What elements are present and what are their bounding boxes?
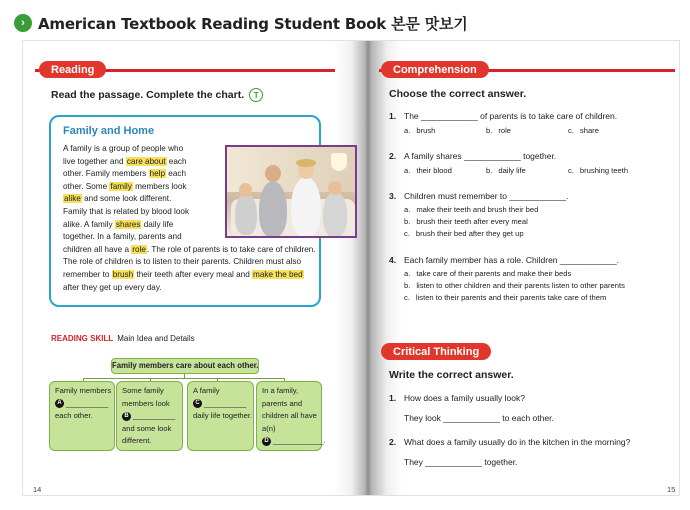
detail-line	[262, 410, 317, 421]
option-letter: c.	[404, 229, 410, 238]
passage-text: each	[166, 156, 187, 166]
option-letter: b.	[486, 126, 493, 135]
detail-text: Some family	[122, 386, 164, 395]
critical-answer-line: They look ____________ to each other.	[404, 413, 554, 423]
highlighted-word: role	[132, 244, 146, 254]
answer-option	[404, 126, 435, 135]
option-text: brush their teeth after every meal	[416, 217, 528, 226]
answer-option	[404, 229, 524, 238]
chevron-right-icon: ›	[14, 14, 32, 32]
passage-text: after they get up every day.	[63, 282, 162, 292]
answer-option	[404, 281, 625, 290]
reading-section-label: Reading	[39, 61, 106, 78]
detail-box	[187, 381, 254, 451]
detail-line	[122, 435, 151, 446]
highlighted-word: family	[110, 181, 132, 191]
option-letter: a.	[404, 269, 411, 278]
book-spine	[334, 41, 402, 495]
page-number-left: 14	[33, 485, 42, 494]
highlighted-word: help	[149, 169, 166, 179]
detail-line	[262, 385, 298, 396]
detail-line	[55, 398, 108, 409]
option-text: brush their bed after they get up	[415, 229, 524, 238]
highlighted-word: shares	[115, 219, 141, 229]
detail-text: each other.	[55, 411, 93, 420]
passage-line	[63, 156, 187, 168]
critical-question-text: What does a family usually do in the kitchen in the morning?	[404, 437, 631, 447]
blank-marker-icon: C	[193, 399, 202, 408]
option-text: daily life	[498, 166, 526, 175]
question-text: Children must remember to ____________.	[404, 191, 569, 201]
option-text: their blood	[416, 166, 452, 175]
question-number: 1.	[389, 111, 397, 121]
option-text: make their teeth and brush their bed	[416, 205, 539, 214]
comprehension-instruction: Choose the correct answer.	[389, 88, 527, 100]
detail-line	[122, 410, 175, 421]
option-letter: b.	[404, 217, 411, 226]
detail-line	[122, 385, 164, 396]
detail-line	[262, 423, 276, 434]
passage-line	[63, 219, 173, 231]
detail-text: different.	[122, 436, 152, 445]
passage-text: Family that is related by blood look	[63, 207, 190, 216]
option-text: share	[579, 126, 599, 135]
comprehension-section-label: Comprehension	[381, 61, 489, 78]
passage-line	[63, 143, 183, 155]
t-badge-icon: T	[249, 88, 263, 102]
passage-text: A family is a group of people who	[63, 144, 184, 153]
answer-option	[404, 293, 606, 302]
passage-line	[63, 244, 316, 256]
passage-line	[63, 168, 186, 180]
detail-text: __________	[133, 411, 176, 420]
passage-line	[63, 269, 304, 281]
detail-text: daily life together.	[193, 411, 253, 420]
passage-text: live together and	[63, 156, 126, 166]
detail-text: members look	[122, 398, 170, 408]
detail-text: ____________.	[273, 436, 326, 445]
passage-text: children all have a	[63, 244, 132, 254]
passage-text: daily life	[141, 219, 174, 229]
option-letter: c.	[404, 293, 410, 302]
detail-line	[193, 410, 252, 421]
option-text: brush	[416, 126, 436, 135]
detail-line	[262, 398, 302, 409]
detail-text: parents and	[262, 398, 303, 408]
passage-text: other. Some	[63, 181, 110, 191]
passage-text: each	[166, 169, 187, 179]
answer-option	[486, 126, 511, 135]
page-header	[14, 12, 468, 34]
critical-question-text: How does a family usually look?	[404, 393, 525, 403]
answer-option	[568, 166, 628, 175]
page-number-right: 15	[667, 485, 676, 494]
detail-box	[49, 381, 115, 451]
reading-instruction: Read the passage. Complete the chart. T	[51, 88, 263, 102]
question-text: Each family member has a role. Children ____________.	[404, 255, 619, 265]
question-number: 3.	[389, 191, 397, 201]
answer-option	[404, 269, 571, 278]
question-text: A family shares ____________ together.	[404, 151, 557, 161]
highlighted-word: brush	[112, 270, 134, 279]
passage-line	[63, 206, 189, 218]
option-text: listen to other children and their parents listen to other parents	[416, 281, 625, 290]
critical-question-number: 2.	[389, 437, 397, 447]
passage-text: . The role of parents is to take care of children.	[146, 244, 316, 254]
option-text: role	[498, 126, 512, 135]
highlighted-word: make the bed	[253, 270, 303, 279]
detail-text: and some look	[122, 423, 172, 433]
passage-text: alike. A family	[63, 219, 115, 229]
option-letter: b.	[404, 281, 411, 290]
option-letter: b.	[486, 166, 493, 175]
detail-line	[122, 398, 170, 409]
passage-text: and some look different.	[81, 194, 172, 204]
blank-marker-icon: A	[55, 399, 64, 408]
detail-line	[193, 385, 220, 396]
textbook-spread	[22, 40, 680, 496]
detail-line	[193, 398, 246, 409]
passage-text: members look	[132, 181, 187, 191]
highlighted-word: alike	[64, 194, 81, 204]
answer-option	[568, 126, 599, 135]
critical-question-number: 1.	[389, 393, 397, 403]
option-letter: c.	[568, 166, 574, 175]
blank-marker-icon: B	[122, 412, 131, 421]
passage-box	[49, 115, 321, 307]
passage-line	[63, 231, 182, 243]
detail-text: __________	[204, 398, 247, 408]
question-number: 4.	[389, 255, 397, 265]
detail-text: a(n)	[262, 423, 276, 433]
detail-line	[55, 385, 111, 396]
option-letter: a.	[404, 205, 411, 214]
critical-answer-line: They ____________ together.	[404, 457, 518, 467]
option-letter: a.	[404, 166, 411, 175]
passage-text: together. In a family, parents and	[63, 232, 182, 242]
passage-text: The role of children is to listen to their parents. Children must also	[63, 257, 302, 267]
detail-text: children all have	[262, 411, 317, 420]
option-text: listen to their parents and their parents take care of them	[415, 293, 607, 302]
blank-marker-icon: D	[262, 437, 271, 446]
detail-text: In a family,	[262, 386, 299, 395]
detail-box	[256, 381, 326, 451]
passage-text: their teeth after every meal and	[134, 270, 253, 279]
option-letter: c.	[568, 126, 574, 135]
answer-option	[404, 205, 538, 214]
critical-thinking-label: Critical Thinking	[381, 343, 491, 360]
option-letter: a.	[404, 126, 411, 135]
question-number: 2.	[389, 151, 397, 161]
passage-line	[63, 282, 162, 294]
detail-box	[116, 381, 183, 451]
passage-line	[63, 193, 171, 205]
reading-skill-heading: READING SKILL Main Idea and Details	[51, 334, 195, 343]
question-text: The ____________ of parents is to take care of children.	[404, 111, 618, 121]
critical-instruction: Write the correct answer.	[389, 369, 514, 381]
passage-title: Family and Home	[63, 125, 155, 137]
option-text: take care of their parents and make their beds	[416, 269, 572, 278]
page-title: American Textbook Reading Student Book 본문 맛보기	[38, 14, 468, 33]
highlighted-word: care about	[126, 156, 166, 166]
answer-option	[486, 166, 526, 175]
family-photo	[225, 145, 357, 238]
detail-text: Family members	[55, 386, 112, 395]
answer-option	[404, 166, 452, 175]
detail-text: __________	[66, 398, 109, 408]
detail-line	[122, 423, 171, 434]
passage-line	[63, 181, 187, 193]
detail-line	[262, 435, 326, 446]
passage-text: remember to	[63, 270, 112, 279]
main-idea-box: Family members care about each other.	[111, 358, 259, 374]
passage-text: other. Family members	[63, 169, 149, 179]
detail-text: A family	[193, 386, 220, 395]
detail-line	[55, 410, 93, 421]
passage-line	[63, 256, 301, 268]
answer-option	[404, 217, 528, 226]
option-text: brushing teeth	[579, 166, 629, 175]
